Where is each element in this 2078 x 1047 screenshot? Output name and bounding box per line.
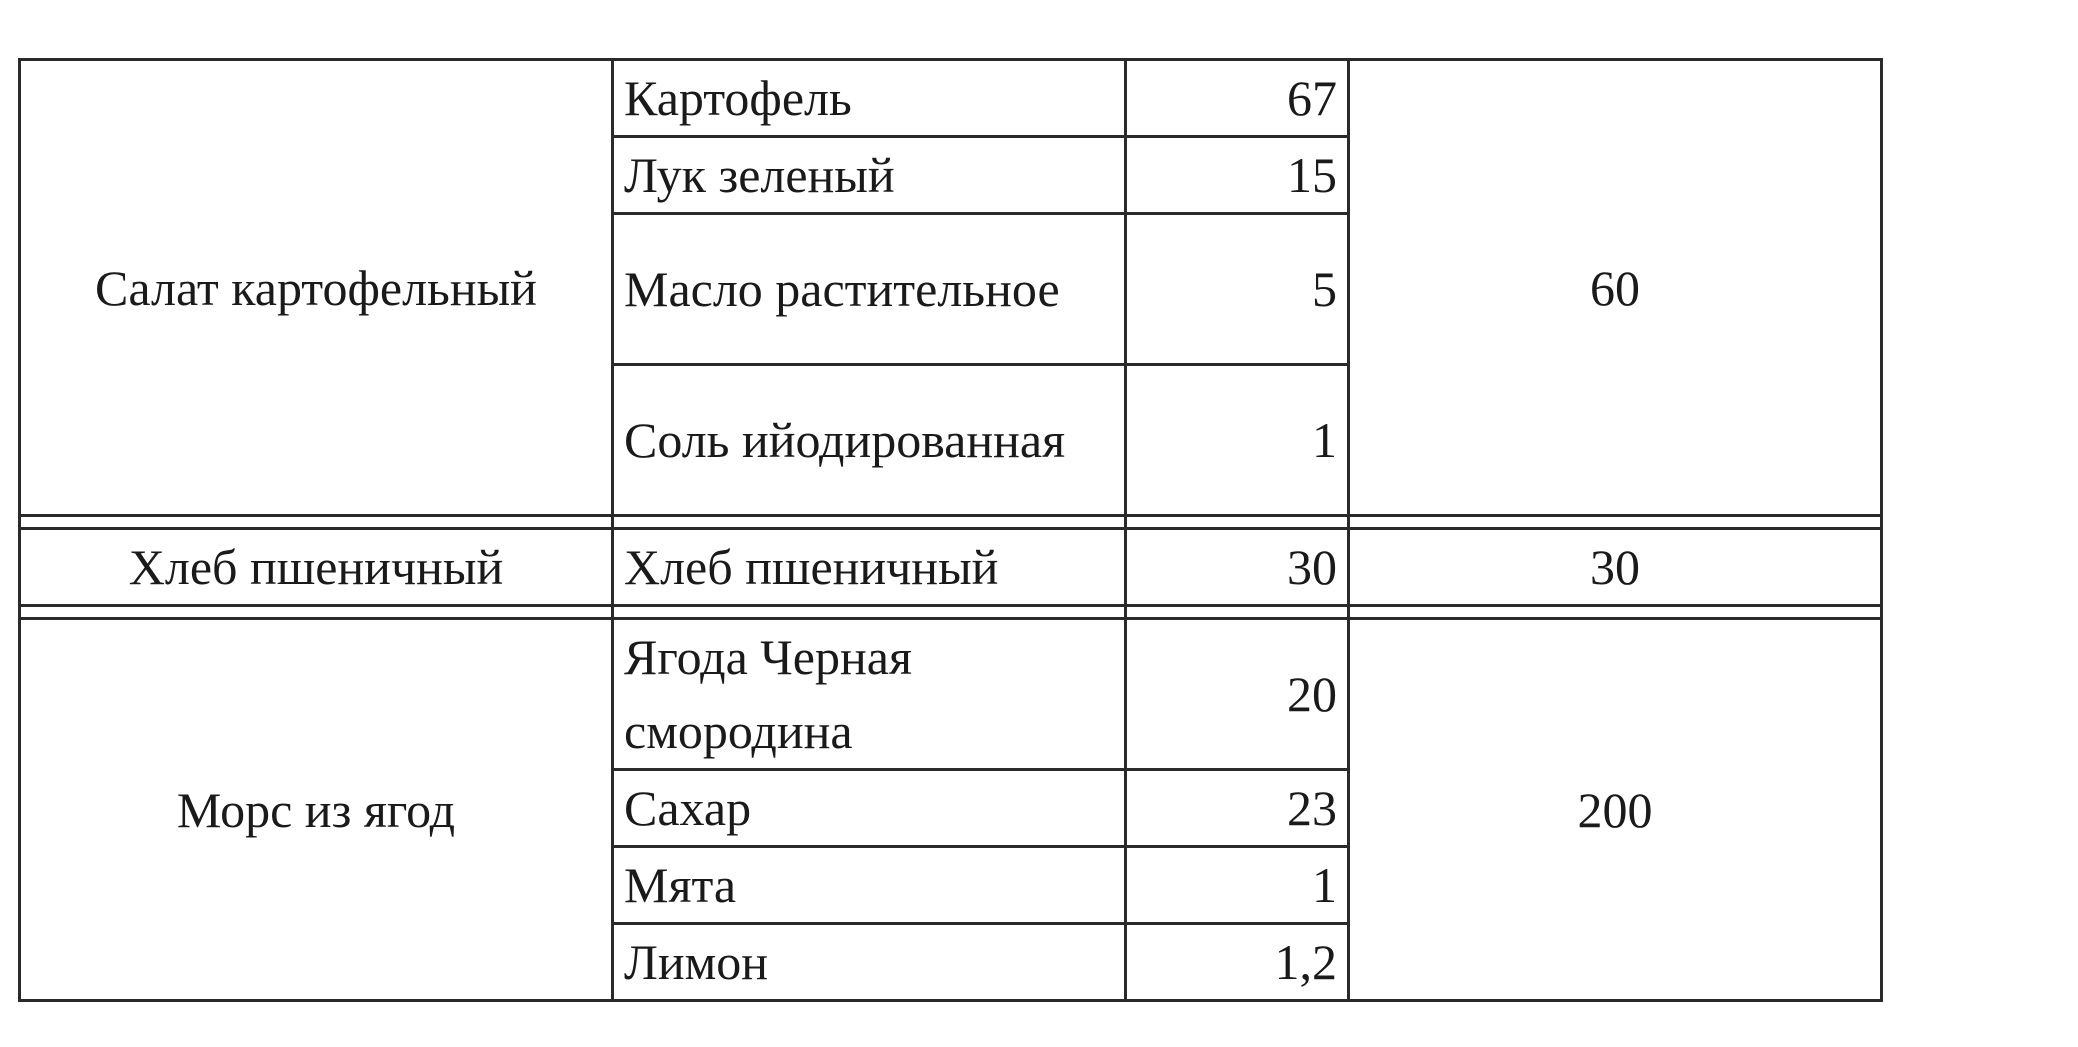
quantity-cell: 20 bbox=[1126, 619, 1349, 770]
ingredient-cell: Соль ийодированная bbox=[613, 365, 1126, 516]
quantity-cell: 30 bbox=[1126, 529, 1349, 606]
yield-cell: 200 bbox=[1349, 619, 1882, 1001]
quantity-cell: 1,2 bbox=[1126, 924, 1349, 1001]
dish-name-cell: Салат картофельный bbox=[20, 60, 613, 516]
table-row bbox=[20, 60, 2004, 137]
ingredient-cell: Ягода Черная смородина bbox=[613, 619, 1126, 770]
blank-column bbox=[1882, 60, 2004, 1001]
dish-name-cell: Морс из ягод bbox=[20, 619, 613, 1001]
menu-composition-table bbox=[18, 58, 2003, 1002]
quantity-cell: 1 bbox=[1126, 365, 1349, 516]
group-separator bbox=[20, 606, 2004, 619]
ingredient-cell: Картофель bbox=[613, 60, 1126, 137]
ingredient-cell: Сахар bbox=[613, 770, 1126, 847]
group-separator bbox=[20, 516, 2004, 529]
ingredient-cell: Лимон bbox=[613, 924, 1126, 1001]
quantity-cell: 5 bbox=[1126, 214, 1349, 365]
dish-name-cell: Хлеб пшеничный bbox=[20, 529, 613, 606]
ingredient-cell: Хлеб пшеничный bbox=[613, 529, 1126, 606]
table-row bbox=[20, 619, 2004, 770]
yield-cell: 60 bbox=[1349, 60, 1882, 516]
quantity-cell: 23 bbox=[1126, 770, 1349, 847]
quantity-cell: 67 bbox=[1126, 60, 1349, 137]
quantity-cell: 15 bbox=[1126, 137, 1349, 214]
ingredient-cell: Масло растительное bbox=[613, 214, 1126, 365]
ingredient-cell: Мята bbox=[613, 847, 1126, 924]
yield-cell: 30 bbox=[1349, 529, 1882, 606]
table-row bbox=[20, 529, 2004, 606]
ingredient-cell: Лук зеленый bbox=[613, 137, 1126, 214]
quantity-cell: 1 bbox=[1126, 847, 1349, 924]
